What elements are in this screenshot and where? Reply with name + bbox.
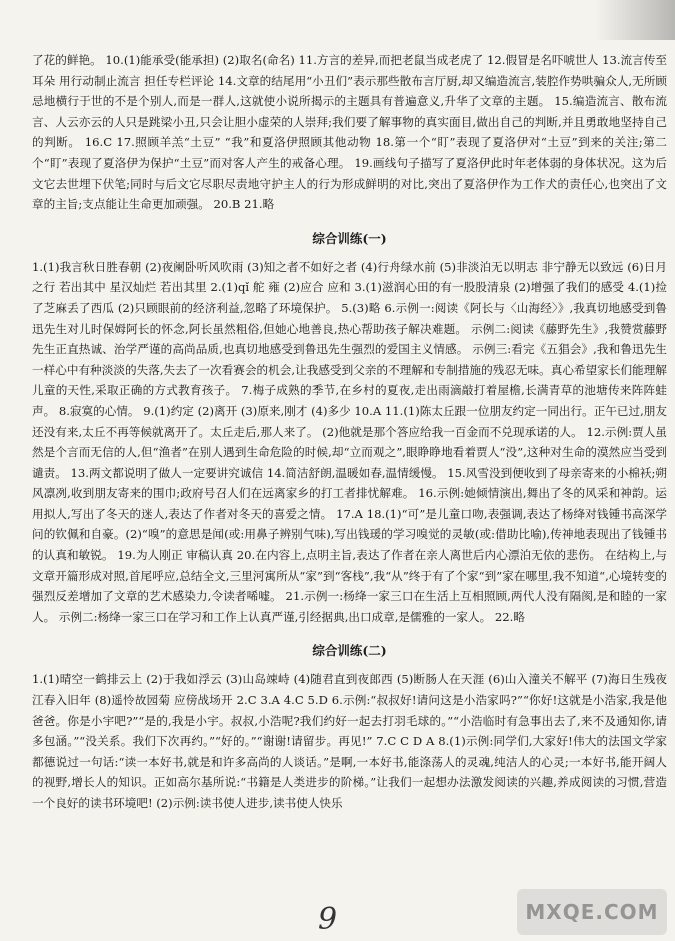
scan-shadow — [595, 0, 675, 40]
section-heading-2: 综合训练(二) — [312, 643, 387, 659]
site-watermark — [517, 889, 667, 935]
answer-paragraph-intro: 了花的鲜艳。 10.(1)能承受(能承担) (2)取名(命名) 11.方言的差异,而把老鼠当成老虎了 12.假冒是名吓唬世人 13.流言传至耳朵 用行动制止流言 担任专栏评论 14.文章的结尾用“小丑们”表示那些散布言厅厨,却又编造流言,装腔作势哄骗众人,无所顾忌地横行于世的不是个别人,而是一群人,这就使小说所揭示的主题具有普遍意义,升华了文章的主题。 15.编造流言、散布流言、人云亦云的人只是跳梁小丑,只会让胆小虚荣的人崇拜;我们要了解事物的真实面目,做出自己的判断,并且勇敢地坚持自己的判断。 16.C 17.照顾羊羔“土豆” “我”和夏洛伊照顾其他动物 18.第一个“盯”表现了夏洛伊对“土豆”到来的关注;第二个“盯”表现了夏洛伊为保护“土豆”而对客人产生的戒备心理。 19.画线句子描写了夏洛伊此时年老体弱的身体状况。这为后文它去世埋下伏笔;同时与后文它尽职尽责地守护主人的行为形成鲜明的对比,突出了夏洛伊作为工作犬的责任心,也突出了文章的主旨;支点能让生命更加顽强。 20.B 21.略 — [32, 53, 667, 212]
watermark-text: MXQE.COM — [525, 900, 659, 924]
answer-paragraph-section2: 1.(1)晴空一鹤排云上 (2)于我如浮云 (3)山岛竦峙 (4)随君直到夜郎西 (5)断肠人在天涯 (6)山入潼关不解平 (7)海日生残夜 江春入旧年 (8)遥怜故园菊 应傍战场开 2.C 3.A 4.C 5.D 6.示例:“叔叔好!请问这是小浩家吗?”“你好!这就是小浩家,我是他爸爸。你是小宇吧?”“是的,我是小宇。叔叔,小浩呢?我们约好一起去打羽毛球的。”“小浩临时有急事出去了,来不及通知你,请多包涵。”“没关系。我们下次再约。”“好的。”“谢谢!请留步。再见!” 7.C C D A 8.(1)示例:同学们,大家好!伟大的法国文学家都德说过一句话:“读一本好书,就是和许多高尚的人谈话。”是啊,一本好书,能涤荡人的灵魂,纯洁人的心灵;一本好书,能开阔人的视野,增长人的知识。正如高尔基所说:“书籍是人类进步的阶梯。”让我们一起想办法激发阅读的兴趣,养成阅读的习惯,营造一个良好的读书环境吧! (2)示例:读书使人进步,读书使人快乐 — [32, 672, 667, 810]
answer-paragraph-section1: 1.(1)我言秋日胜春朝 (2)夜阑卧听风吹雨 (3)知之者不如好之者 (4)行舟绿水前 (5)非淡泊无以明志 非宁静无以致远 (6)日月之行 若出其中 星汉灿烂 若出其里 2.(1)qǐ 舵 雍 (2)应合 应和 3.(1)滋润心田的有一股股清泉 (2)增强了我们的感受 4.(1)捡了芝麻丢了西瓜 (2)只顾眼前的经济利益,忽略了环境保护。 5.(3)略 6.示例一:阅读《阿长与〈山海经〉》,我真切地感受到鲁迅先生对儿时保姆阿长的怀念,阿长虽然粗俗,但她心地善良,热心帮助孩子解决难题。 示例二:阅读《藤野先生》,我赞赏藤野先生正直热诚、治学严谨的高尚品质,也真切地感受到鲁迅先生强烈的爱国主义情感。 示例三:看完《五猖会》,我和鲁迅先生一样心中有种淡淡的失落,失去了一次看赛会的机会,让我感受到父亲的不理解和专制措施的残忍无味。真心希望家长们能理解儿童的天性,采取正确的方式教育孩子。 7.梅子成熟的季节,在乡村的夏夜,走出雨滴敲打着屋檐,长满青草的池塘传来阵阵蛙声。 8.寂寞的心情。 9.(1)约定 (2)离开 (3)原来,刚才 (4)多少 10.A 11.(1)陈太丘跟一位朋友约定一同出行。正午已过,朋友还没有来,太丘不再等候就离开了。太丘走后,那人来了。 (2)他就是那个答应给我一百金而不兑现承诺的人。 12.示例:贾人虽然是个言而无信的人,但“渔者”在别人遇到生命危险的时候,却“立而观之”,眼睁睁地看着贾人“没”,这种对生命的漠然应当受到谴责。 13.两文都说明了做人一定要讲究诚信 14.简洁舒朗,温暖如春,温情缓慢。 15.风雪没到便收到了母亲寄来的小棉袄;朔风凛冽,收到朋友寄来的围巾;政府号召人们在远离家乡的打工者排忧解难。 16.示例:她倾情演出,舞出了冬的风采和神韵。运用拟人,写出了冬天的迷人,表达了作者对冬天的喜爱之情。 17.A 18.(1)“可”是儿童口吻,表强调,表达了杨绛对钱锺书高深学问的钦佩和自豪。(2)“嗅”的意思是闻(或:用鼻子辨别气味),写出钱瑗的学习嗅觉的灵敏(或:借助比喻),传神地表现出了钱锺书的认真和敏锐。 19.为人刚正 审稿认真 20.在内容上,点明主旨,表达了作者在亲人离世后内心漂泊无依的悲伤。 在结构上,与文章开篇形成对照,首尾呼应,总结全文,三里河寓所从“家”到“客栈”,我“从”终于有了个家“到”家在哪里,我不知道“,心境转变的强烈反差增加了文章的艺术感染力,令读者唏嘘。 21.示例一:杨绛一家三口在生活上互相照顾,两代人没有隔阂,是和睦的一家人。 示例二:杨绛一家三口在学习和工作上认真严谨,引经据典,出口成章,是儒雅的一家人。 22.略 — [32, 259, 667, 624]
page-number: 9 — [318, 902, 338, 937]
section-heading-1: 综合训练(一) — [312, 230, 387, 246]
